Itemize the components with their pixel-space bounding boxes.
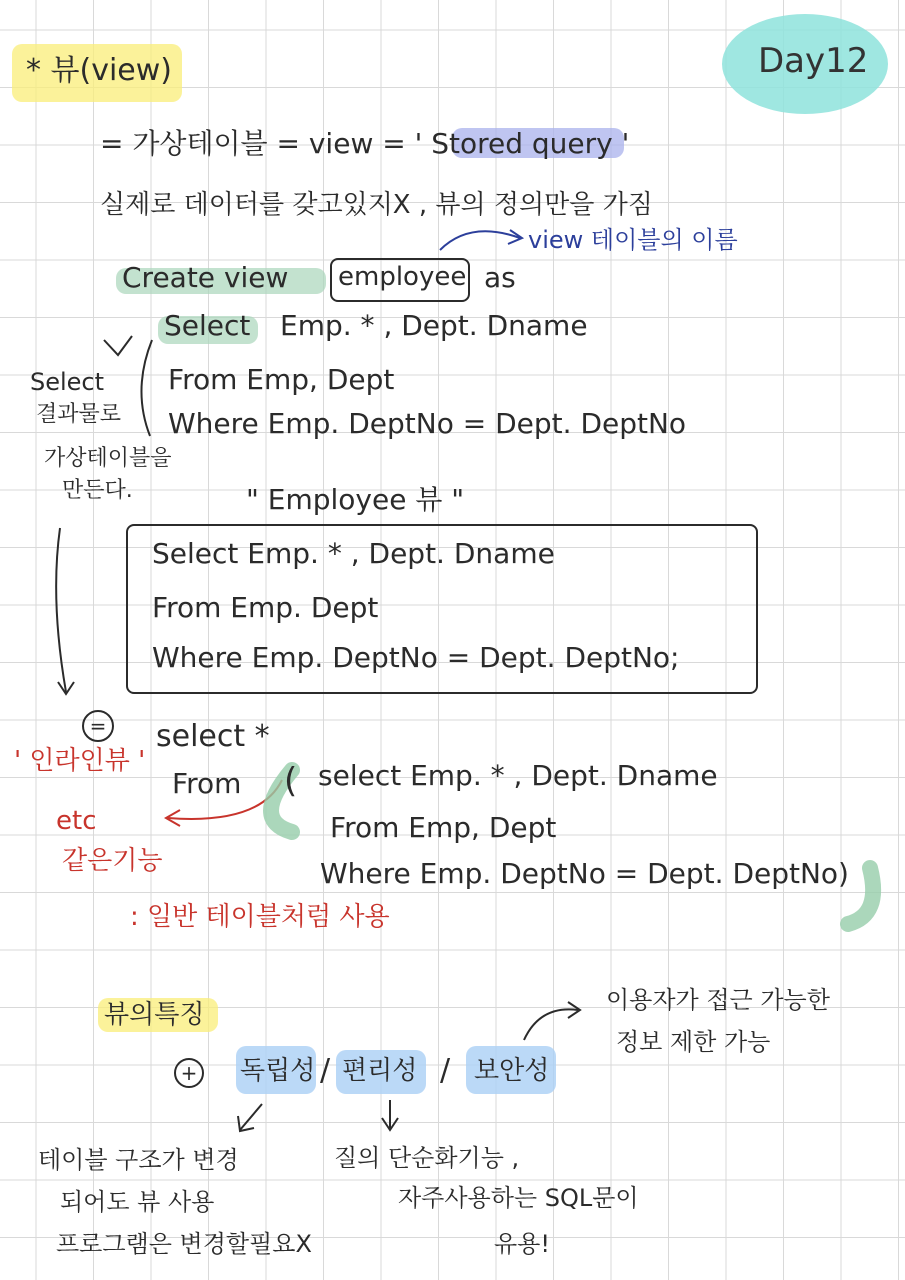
subquery-select: select Emp. * , Dept. Dname [318,759,718,792]
independence-note-line-1: 테이블 구조가 변경 [38,1146,239,1174]
side-note-line-4: 만든다. [62,478,133,503]
side-note-line-2: 결과물로 [36,402,122,427]
convenience-note-line-2: 자주사용하는 SQL문이 [398,1184,639,1212]
view-name: employee [338,262,467,292]
independence-note-line-2: 되어도 뷰 사용 [60,1188,215,1216]
etc-label: etc [56,806,97,836]
feature-slash: / [440,1053,451,1088]
security-note-line-2: 정보 제한 가능 [616,1028,771,1056]
feature-convenience: 편리성 [342,1056,418,1086]
same-function-label: 같은기능 [62,846,163,876]
box-select-line: Select Emp. * , Dept. Dname [152,537,555,570]
convenience-note-line-3: 유용! [494,1230,550,1258]
day-label: Day12 [758,41,869,81]
subquery-where: Where Emp. DeptNo = Dept. DeptNo) [320,857,849,890]
query2-select: select * [156,719,270,754]
independence-note-line-3: 프로그램은 변경할필요X [56,1230,312,1258]
plus-circle [174,1058,204,1088]
plus-symbol: + [180,1061,198,1085]
feature-slash: / [320,1053,331,1088]
definition-line-1: = 가상테이블 = view = ' Stored query ' [100,127,630,160]
box-from-line: From Emp. Dept [152,591,379,624]
use-as-table-label: : 일반 테이블처럼 사용 [130,902,390,932]
create-view-keyword: Create view [122,261,289,294]
query1-select-keyword: Select [164,309,251,342]
inline-view-label: ' 인라인뷰 ' [14,746,146,776]
feature-independence: 독립성 [240,1056,316,1086]
side-note-line-3: 가상테이블을 [44,446,172,471]
convenience-note-line-1: 질의 단순화기능 , [334,1144,520,1172]
view-name-note: view 테이블의 이름 [528,226,738,254]
definition-line-2: 실제로 데이터를 갖고있지X , 뷰의 정의만을 가짐 [100,190,653,220]
as-keyword: as [484,261,516,294]
page-title: * 뷰(view) [26,53,173,88]
query1-from: From Emp, Dept [168,363,395,396]
equals-symbol: = [89,714,107,738]
box-where-line: Where Emp. DeptNo = Dept. DeptNo; [152,641,680,674]
equals-circle [82,710,114,742]
query1-where: Where Emp. DeptNo = Dept. DeptNo [168,407,687,440]
features-title: 뷰의특징 [104,1000,205,1030]
subquery-from: From Emp, Dept [330,811,557,844]
security-note-line-1: 이용자가 접근 가능한 [606,986,830,1014]
query2-from: From [172,767,242,800]
side-note-line-1: Select [30,368,105,396]
feature-security: 보안성 [474,1056,550,1086]
employee-view-caption: " Employee 뷰 " [246,483,465,516]
query2-open-paren: ( [284,761,298,801]
query1-select-columns: Emp. * , Dept. Dname [280,309,588,342]
